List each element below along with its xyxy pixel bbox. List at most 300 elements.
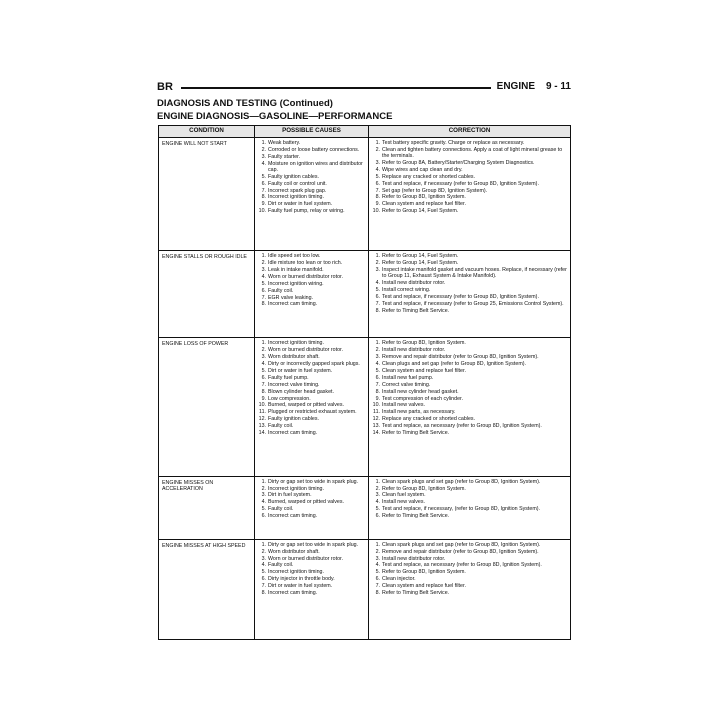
correction-item (372, 194, 567, 200)
item-number: 12. (372, 416, 380, 423)
item-number: 7. (375, 300, 380, 307)
item-text: Clean spark plugs and set gap (refer to Group 8D, Ignition System). (382, 478, 541, 485)
correction-item (372, 375, 567, 381)
correction-item (372, 160, 567, 166)
item-number: 7. (261, 381, 266, 388)
item-text: Worn or burned distributor rotor. (268, 555, 343, 562)
cause-item (258, 402, 365, 408)
table-row (159, 138, 571, 251)
item-text: Install new parts, as necessary. (382, 409, 456, 416)
correction-item (372, 513, 567, 519)
correction-item (372, 347, 567, 353)
cause-item (258, 556, 365, 562)
item-number: 6. (261, 374, 266, 381)
item-number: 8. (261, 301, 266, 308)
item-number: 4. (375, 280, 380, 287)
item-text: Corroded or loose battery connections. (268, 146, 360, 153)
cause-item (258, 486, 365, 492)
item-number: 9. (261, 395, 266, 402)
cause-item (258, 140, 365, 146)
table-title: ENGINE DIAGNOSIS—GASOLINE—PERFORMANCE (157, 111, 393, 122)
item-text: Clean system and replace fuel filter. (382, 583, 466, 590)
item-number: 4. (261, 562, 266, 569)
item-text: Refer to Group 8D, Ignition System. (382, 569, 466, 576)
item-text: Install new distributor rotor. (382, 347, 446, 354)
item-text: Burned, warped or pitted valves. (268, 499, 344, 506)
cause-item (258, 583, 365, 589)
item-number: 9. (261, 201, 266, 208)
correction-item (372, 576, 567, 582)
cause-item (258, 590, 365, 596)
item-text: Faulty ignition cables. (268, 416, 319, 423)
item-number: 2. (375, 260, 380, 267)
item-text: Clean system and replace fuel filter. (382, 367, 466, 374)
correction-item (372, 280, 567, 286)
item-number: 8. (375, 194, 380, 201)
item-number: 11. (373, 409, 380, 416)
item-text: Faulty coil. (268, 506, 294, 513)
cause-item (258, 161, 365, 173)
item-number: 10. (372, 208, 380, 215)
cause-item (258, 430, 365, 436)
item-number: 10. (258, 402, 266, 409)
correction-item (372, 147, 567, 159)
item-text: Dirty or gap set too wide in spark plug. (268, 541, 359, 548)
item-number: 3. (261, 267, 266, 273)
correction-item (372, 430, 567, 436)
item-number: 1. (261, 253, 266, 260)
item-number: 5. (375, 367, 380, 374)
table-row (159, 476, 571, 539)
item-number: 3. (261, 492, 266, 499)
table-body (159, 138, 571, 640)
item-number: 9. (375, 395, 380, 402)
correction-item (372, 181, 567, 187)
item-text: Install new cylinder head gasket. (382, 388, 459, 395)
header-rule (181, 87, 491, 89)
cause-item (258, 423, 365, 429)
correction-item (372, 188, 567, 194)
item-text: Faulty coil. (268, 287, 294, 294)
cause-item (258, 549, 365, 555)
item-number: 11. (259, 409, 266, 416)
cause-item (258, 409, 365, 415)
item-number: 7. (261, 187, 266, 194)
item-text: Clean fuel system. (382, 492, 426, 499)
cause-item (258, 569, 365, 575)
item-text: Idle mixture too lean or too rich. (268, 260, 343, 267)
cause-item (258, 375, 365, 381)
item-text: Test and replace, as necessary (refer to Group 8D, Ignition System). (382, 562, 542, 569)
correction-item (372, 423, 567, 429)
correction-item (372, 361, 567, 367)
item-text: Replace any cracked or shorted cables. (382, 173, 476, 180)
cause-item (258, 347, 365, 353)
column-header-causes: POSSIBLE CAUSES (255, 126, 369, 138)
correction-item (372, 167, 567, 173)
cause-item (258, 181, 365, 187)
cause-item (258, 174, 365, 180)
cause-item (258, 506, 365, 512)
item-number: 6. (261, 287, 266, 294)
item-number: 3. (261, 354, 266, 361)
item-number: 7. (261, 294, 266, 301)
item-number: 4. (261, 361, 266, 368)
item-text: Moisture on ignition wires and distributor cap. (268, 160, 363, 173)
item-text: Incorrect cam timing. (268, 301, 318, 308)
item-text: Worn or burned distributor rotor. (268, 347, 343, 354)
item-text: Refer to Timing Belt Service. (382, 590, 450, 597)
item-text: Inspect intake manifold gasket and vacuum hoses. Replace, if necessary (refer to Group 11, Exhaust System & Intake Manifold). (382, 267, 567, 280)
item-number: 7. (261, 583, 266, 590)
item-number: 4. (261, 273, 266, 280)
cause-item (258, 188, 365, 194)
cause-item (258, 301, 365, 307)
item-number: 3. (375, 354, 380, 361)
item-text: Faulty coil or control unit. (268, 180, 327, 187)
correction-cell (369, 338, 571, 476)
item-number: 9. (375, 201, 380, 208)
item-text: Dirt or water in fuel system. (268, 201, 333, 208)
item-text: Dirt or water in fuel system. (268, 367, 333, 374)
item-number: 5. (375, 173, 380, 180)
item-text: Install new distributor rotor. (382, 280, 446, 287)
item-number: 4. (261, 160, 266, 167)
item-number: 6. (261, 513, 266, 520)
item-number: 8. (375, 590, 380, 597)
item-text: Remove and repair distributor (refer to Group 8D, Ignition System). (382, 548, 539, 555)
cause-item (258, 513, 365, 519)
item-text: Blown cylinder head gasket. (268, 388, 334, 395)
item-text: Install new valves. (382, 499, 425, 506)
cause-item (258, 492, 365, 498)
item-number: 1. (261, 340, 266, 347)
item-number: 1. (375, 140, 380, 146)
condition-cell: ENGINE MISSES ON ACCELERATION (159, 476, 255, 539)
table-row (159, 539, 571, 639)
item-number: 8. (375, 388, 380, 395)
item-number: 2. (261, 347, 266, 354)
correction-item (372, 368, 567, 374)
item-number: 6. (375, 180, 380, 187)
item-number: 4. (261, 499, 266, 506)
item-number: 3. (375, 267, 380, 273)
causes-cell (255, 251, 369, 338)
table-row (159, 251, 571, 338)
item-text: Install new valves. (382, 402, 425, 409)
item-text: Set gap (refer to Group 8D, Ignition System). (382, 187, 488, 194)
item-number: 3. (261, 153, 266, 160)
item-number: 5. (261, 173, 266, 180)
item-text: Incorrect ignition timing. (268, 194, 324, 201)
header-model-code: BR (157, 81, 173, 93)
correction-item (372, 354, 567, 360)
item-text: Faulty coil. (268, 423, 294, 430)
item-number: 1. (261, 541, 266, 548)
item-text: Refer to Group 8D, Ignition System. (382, 194, 466, 201)
correction-item (372, 389, 567, 395)
item-number: 3. (375, 159, 380, 166)
correction-item (372, 506, 567, 512)
item-text: Incorrect valve timing. (268, 381, 320, 388)
item-text: Plugged or restricted exhaust system. (268, 409, 357, 416)
item-text: Clean spark plugs and set gap (refer to Group 8D, Ignition System). (382, 541, 541, 548)
item-number: 1. (375, 541, 380, 548)
correction-item (372, 174, 567, 180)
item-number: 1. (375, 478, 380, 485)
item-number: 5. (375, 506, 380, 513)
item-number: 3. (261, 555, 266, 562)
correction-item (372, 140, 567, 146)
item-text: Install new fuel pump. (382, 374, 434, 381)
correction-item (372, 486, 567, 492)
item-text: Burned, warped or pitted valves. (268, 402, 344, 409)
diagnosis-table (158, 125, 571, 640)
item-text: Wipe wires and cap clean and dry. (382, 166, 463, 173)
item-number: 8. (261, 388, 266, 395)
item-text: Refer to Group 14, Fuel System. (382, 260, 459, 267)
item-text: Correct valve timing. (382, 381, 431, 388)
item-number: 5. (261, 569, 266, 576)
item-text: Incorrect cam timing. (268, 429, 318, 436)
cause-item (258, 281, 365, 287)
cause-item (258, 260, 365, 266)
cause-item (258, 368, 365, 374)
cause-item (258, 562, 365, 568)
item-text: Faulty ignition cables. (268, 173, 319, 180)
item-number: 4. (375, 562, 380, 569)
correction-item (372, 267, 567, 279)
item-text: Dirt in fuel system. (268, 492, 312, 499)
column-header-condition: CONDITION (159, 126, 255, 138)
correction-item (372, 396, 567, 402)
item-text: Worn or burned distributor rotor. (268, 273, 343, 280)
item-number: 6. (261, 180, 266, 187)
item-text: Leak in intake manifold. (268, 267, 324, 273)
cause-item (258, 147, 365, 153)
item-number: 13. (258, 423, 266, 430)
correction-item (372, 562, 567, 568)
item-text: Test and replace, if necessary (refer to Group 8D, Ignition System). (382, 293, 539, 300)
item-text: Refer to Timing Belt Service. (382, 307, 450, 314)
item-number: 6. (375, 513, 380, 520)
item-text: Faulty coil. (268, 562, 294, 569)
item-text: Test and replace, if necessary (refer to Group 25, Emissions Control System). (382, 300, 564, 307)
item-number: 2. (375, 485, 380, 492)
correction-item (372, 542, 567, 548)
correction-item (372, 409, 567, 415)
correction-item (372, 569, 567, 575)
item-text: Incorrect cam timing. (268, 590, 318, 597)
item-number: 3. (375, 555, 380, 562)
correction-item (372, 416, 567, 422)
cause-item (258, 194, 365, 200)
cause-item (258, 340, 365, 346)
correction-item (372, 260, 567, 266)
item-text: Incorrect ignition wiring. (268, 280, 324, 287)
item-number: 13. (372, 423, 380, 430)
item-text: Low compression. (268, 395, 311, 402)
item-text: Incorrect ignition timing. (268, 569, 324, 576)
item-number: 4. (375, 499, 380, 506)
item-number: 14. (372, 429, 380, 436)
correction-item (372, 583, 567, 589)
correction-item (372, 287, 567, 293)
item-text: Remove and repair distributor (refer to Group 8D, Ignition System). (382, 354, 539, 361)
item-number: 1. (261, 478, 266, 485)
condition-cell: ENGINE STALLS OR ROUGH IDLE (159, 251, 255, 338)
item-text: Clean and tighten battery connections. Apply a coat of light mineral grease to the terminals. (382, 146, 563, 160)
item-text: Install correct wiring. (382, 286, 431, 293)
item-number: 8. (261, 194, 266, 201)
item-number: 2. (375, 548, 380, 555)
condition-cell: ENGINE WILL NOT START (159, 138, 255, 251)
item-number: 1. (261, 140, 266, 146)
table-row (159, 338, 571, 476)
causes-cell (255, 338, 369, 476)
item-text: Incorrect ignition timing. (268, 340, 324, 347)
item-number: 8. (261, 590, 266, 597)
item-number: 5. (375, 286, 380, 293)
item-number: 2. (375, 146, 380, 153)
item-text: Dirty or incorrectly gapped spark plugs. (268, 361, 360, 368)
item-text: Worn distributor shaft. (268, 548, 320, 555)
item-number: 6. (375, 374, 380, 381)
condition-cell: ENGINE MISSES AT HIGH SPEED (159, 539, 255, 639)
cause-item (258, 361, 365, 367)
item-text: Idle speed set too low. (268, 253, 321, 260)
cause-item (258, 499, 365, 505)
causes-cell (255, 138, 369, 251)
correction-cell (369, 251, 571, 338)
item-text: Weak battery. (268, 140, 301, 146)
cause-item (258, 479, 365, 485)
section-title: DIAGNOSIS AND TESTING (Continued) (157, 98, 333, 109)
item-text: Clean system and replace fuel filter. (382, 201, 466, 208)
cause-item (258, 389, 365, 395)
header-page-number: 9 - 11 (545, 81, 571, 92)
correction-item (372, 382, 567, 388)
item-text: Incorrect cam timing. (268, 513, 318, 520)
correction-item (372, 590, 567, 596)
correction-item (372, 549, 567, 555)
correction-item (372, 499, 567, 505)
cause-item (258, 396, 365, 402)
item-text: Dirty or gap set too wide in spark plug. (268, 478, 359, 485)
cause-item (258, 201, 365, 207)
item-text: Test compression of each cylinder. (382, 395, 463, 402)
item-text: Dirt or water in fuel system. (268, 583, 333, 590)
cause-item (258, 288, 365, 294)
item-text: Incorrect spark plug gap. (268, 187, 327, 194)
item-text: Refer to Timing Belt Service. (382, 513, 450, 520)
correction-cell (369, 476, 571, 539)
table-header-row (159, 126, 571, 138)
cause-item (258, 274, 365, 280)
item-number: 14. (258, 429, 266, 436)
correction-item (372, 340, 567, 346)
cause-item (258, 154, 365, 160)
item-text: Faulty fuel pump, relay or wiring. (268, 208, 345, 215)
item-text: Test and replace, if necessary (refer to Group 8D, Ignition System). (382, 180, 539, 187)
cause-item (258, 267, 365, 273)
column-header-correction: CORRECTION (369, 126, 571, 138)
item-text: Test battery specific gravity. Charge or replace as necessary. (382, 140, 525, 146)
correction-item (372, 492, 567, 498)
item-text: Test and replace, as necessary (refer to Group 8D, Ignition System). (382, 423, 542, 430)
item-number: 7. (375, 187, 380, 194)
condition-cell: ENGINE LOSS OF POWER (159, 338, 255, 476)
item-number: 1. (375, 253, 380, 260)
correction-item (372, 201, 567, 207)
item-text: Clean plugs and set gap (refer to Group 8D, Ignition System). (382, 361, 526, 368)
cause-item (258, 542, 365, 548)
correction-item (372, 556, 567, 562)
item-number: 4. (375, 166, 380, 173)
cause-item (258, 416, 365, 422)
correction-item (372, 479, 567, 485)
item-number: 1. (375, 340, 380, 347)
header-section-name: ENGINE (496, 81, 535, 92)
item-number: 6. (375, 293, 380, 300)
item-number: 6. (261, 576, 266, 583)
item-number: 2. (261, 260, 266, 267)
item-text: Dirty injector in throttle body. (268, 576, 335, 583)
item-text: Replace any cracked or shorted cables. (382, 416, 476, 423)
item-text: Faulty fuel pump. (268, 374, 309, 381)
running-header (157, 80, 571, 96)
item-number: 10. (258, 208, 266, 215)
cause-item (258, 253, 365, 259)
cause-item (258, 382, 365, 388)
item-text: Clean injector. (382, 576, 416, 583)
item-number: 12. (258, 416, 266, 423)
item-text: Refer to Timing Belt Service. (382, 429, 450, 436)
correction-item (372, 294, 567, 300)
item-number: 3. (375, 492, 380, 499)
item-text: Refer to Group 14, Fuel System. (382, 208, 459, 215)
item-number: 8. (375, 307, 380, 314)
correction-cell (369, 539, 571, 639)
item-text: Refer to Group 8D, Ignition System. (382, 340, 466, 347)
cause-item (258, 576, 365, 582)
correction-item (372, 301, 567, 307)
cause-item (258, 295, 365, 301)
item-number: 5. (261, 280, 266, 287)
correction-item (372, 208, 567, 214)
item-number: 5. (261, 367, 266, 374)
item-number: 7. (375, 583, 380, 590)
item-text: Install new distributor rotor. (382, 555, 446, 562)
item-number: 2. (375, 347, 380, 354)
item-text: Worn distributor shaft. (268, 354, 320, 361)
item-number: 7. (375, 381, 380, 388)
item-number: 5. (261, 506, 266, 513)
item-text: Faulty starter. (268, 153, 301, 160)
item-number: 4. (375, 361, 380, 368)
correction-item (372, 308, 567, 314)
item-number: 2. (261, 485, 266, 492)
correction-item (372, 402, 567, 408)
cause-item (258, 354, 365, 360)
item-text: EGR valve leaking. (268, 294, 314, 301)
item-text: Refer to Group 14, Fuel System. (382, 253, 459, 260)
item-number: 2. (261, 548, 266, 555)
item-number: 6. (375, 576, 380, 583)
item-number: 2. (261, 146, 266, 153)
correction-cell (369, 138, 571, 251)
cause-item (258, 208, 365, 214)
